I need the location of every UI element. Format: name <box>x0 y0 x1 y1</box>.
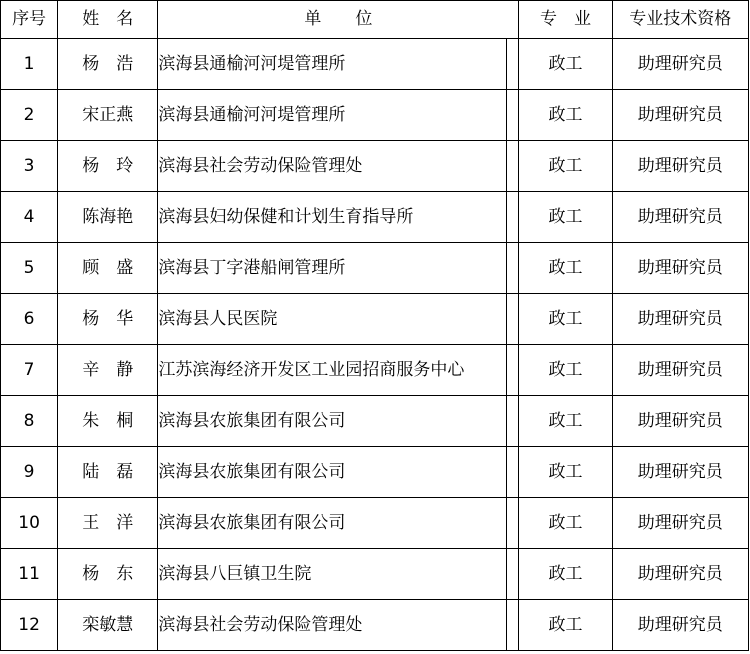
header-major: 专 业 <box>519 1 612 39</box>
row-number: 4 <box>1 192 58 243</box>
work-unit: 滨海县八巨镇卫生院 <box>158 549 507 600</box>
person-name: 宋正燕 <box>58 90 158 141</box>
table-row <box>1 90 749 141</box>
major-field: 政工 <box>519 294 612 345</box>
person-name: 栾敏慧 <box>58 600 158 651</box>
row-number: 1 <box>1 39 58 90</box>
unit-spacer-cell <box>507 447 519 498</box>
major-field: 政工 <box>519 600 612 651</box>
person-name: 王 洋 <box>58 498 158 549</box>
person-name: 杨 浩 <box>58 39 158 90</box>
professional-title: 助理研究员 <box>612 90 748 141</box>
work-unit: 滨海县社会劳动保险管理处 <box>158 600 507 651</box>
table-row <box>1 294 749 345</box>
table-row <box>1 498 749 549</box>
row-number: 6 <box>1 294 58 345</box>
work-unit: 滨海县农旅集团有限公司 <box>158 447 507 498</box>
major-field: 政工 <box>519 243 612 294</box>
unit-spacer-cell <box>507 396 519 447</box>
work-unit: 滨海县丁字港船闸管理所 <box>158 243 507 294</box>
professional-title: 助理研究员 <box>612 141 748 192</box>
professional-title: 助理研究员 <box>612 447 748 498</box>
unit-spacer-cell <box>507 498 519 549</box>
major-field: 政工 <box>519 345 612 396</box>
table-row <box>1 39 749 90</box>
professional-title: 助理研究员 <box>612 243 748 294</box>
major-field: 政工 <box>519 90 612 141</box>
row-number: 10 <box>1 498 58 549</box>
row-number: 3 <box>1 141 58 192</box>
professional-title: 助理研究员 <box>612 192 748 243</box>
major-field: 政工 <box>519 39 612 90</box>
work-unit: 滨海县社会劳动保险管理处 <box>158 141 507 192</box>
person-name: 杨 东 <box>58 549 158 600</box>
work-unit: 江苏滨海经济开发区工业园招商服务中心 <box>158 345 507 396</box>
professional-title: 助理研究员 <box>612 39 748 90</box>
table-header-row <box>1 1 749 39</box>
professional-title: 助理研究员 <box>612 549 748 600</box>
person-name: 朱 桐 <box>58 396 158 447</box>
table-row <box>1 600 749 651</box>
table-row <box>1 447 749 498</box>
major-field: 政工 <box>519 447 612 498</box>
work-unit: 滨海县农旅集团有限公司 <box>158 498 507 549</box>
unit-spacer-cell <box>507 39 519 90</box>
row-number: 2 <box>1 90 58 141</box>
professional-title: 助理研究员 <box>612 294 748 345</box>
row-number: 8 <box>1 396 58 447</box>
header-no: 序号 <box>1 1 58 39</box>
table-body <box>1 39 749 651</box>
row-number: 11 <box>1 549 58 600</box>
header-name: 姓 名 <box>58 1 158 39</box>
major-field: 政工 <box>519 192 612 243</box>
row-number: 7 <box>1 345 58 396</box>
table-row <box>1 243 749 294</box>
major-field: 政工 <box>519 549 612 600</box>
table-row <box>1 345 749 396</box>
unit-spacer-cell <box>507 294 519 345</box>
person-name: 陈海艳 <box>58 192 158 243</box>
unit-spacer-cell <box>507 90 519 141</box>
work-unit: 滨海县妇幼保健和计划生育指导所 <box>158 192 507 243</box>
unit-spacer-cell <box>507 549 519 600</box>
person-name: 杨 玲 <box>58 141 158 192</box>
table-row <box>1 141 749 192</box>
professional-title: 助理研究员 <box>612 600 748 651</box>
person-name: 辛 静 <box>58 345 158 396</box>
major-field: 政工 <box>519 141 612 192</box>
person-name: 顾 盛 <box>58 243 158 294</box>
header-title: 专业技术资格 <box>612 1 748 39</box>
work-unit: 滨海县人民医院 <box>158 294 507 345</box>
person-name: 陆 磊 <box>58 447 158 498</box>
header-unit: 单 位 <box>158 1 519 39</box>
row-number: 9 <box>1 447 58 498</box>
unit-spacer-cell <box>507 600 519 651</box>
person-name: 杨 华 <box>58 294 158 345</box>
major-field: 政工 <box>519 498 612 549</box>
unit-spacer-cell <box>507 345 519 396</box>
major-field: 政工 <box>519 396 612 447</box>
row-number: 12 <box>1 600 58 651</box>
unit-spacer-cell <box>507 141 519 192</box>
professional-title: 助理研究员 <box>612 396 748 447</box>
table-row <box>1 549 749 600</box>
professional-title: 助理研究员 <box>612 345 748 396</box>
unit-spacer-cell <box>507 192 519 243</box>
work-unit: 滨海县农旅集团有限公司 <box>158 396 507 447</box>
professional-title: 助理研究员 <box>612 498 748 549</box>
table-row <box>1 396 749 447</box>
row-number: 5 <box>1 243 58 294</box>
work-unit: 滨海县通榆河河堤管理所 <box>158 90 507 141</box>
table-row <box>1 192 749 243</box>
work-unit: 滨海县通榆河河堤管理所 <box>158 39 507 90</box>
unit-spacer-cell <box>507 243 519 294</box>
